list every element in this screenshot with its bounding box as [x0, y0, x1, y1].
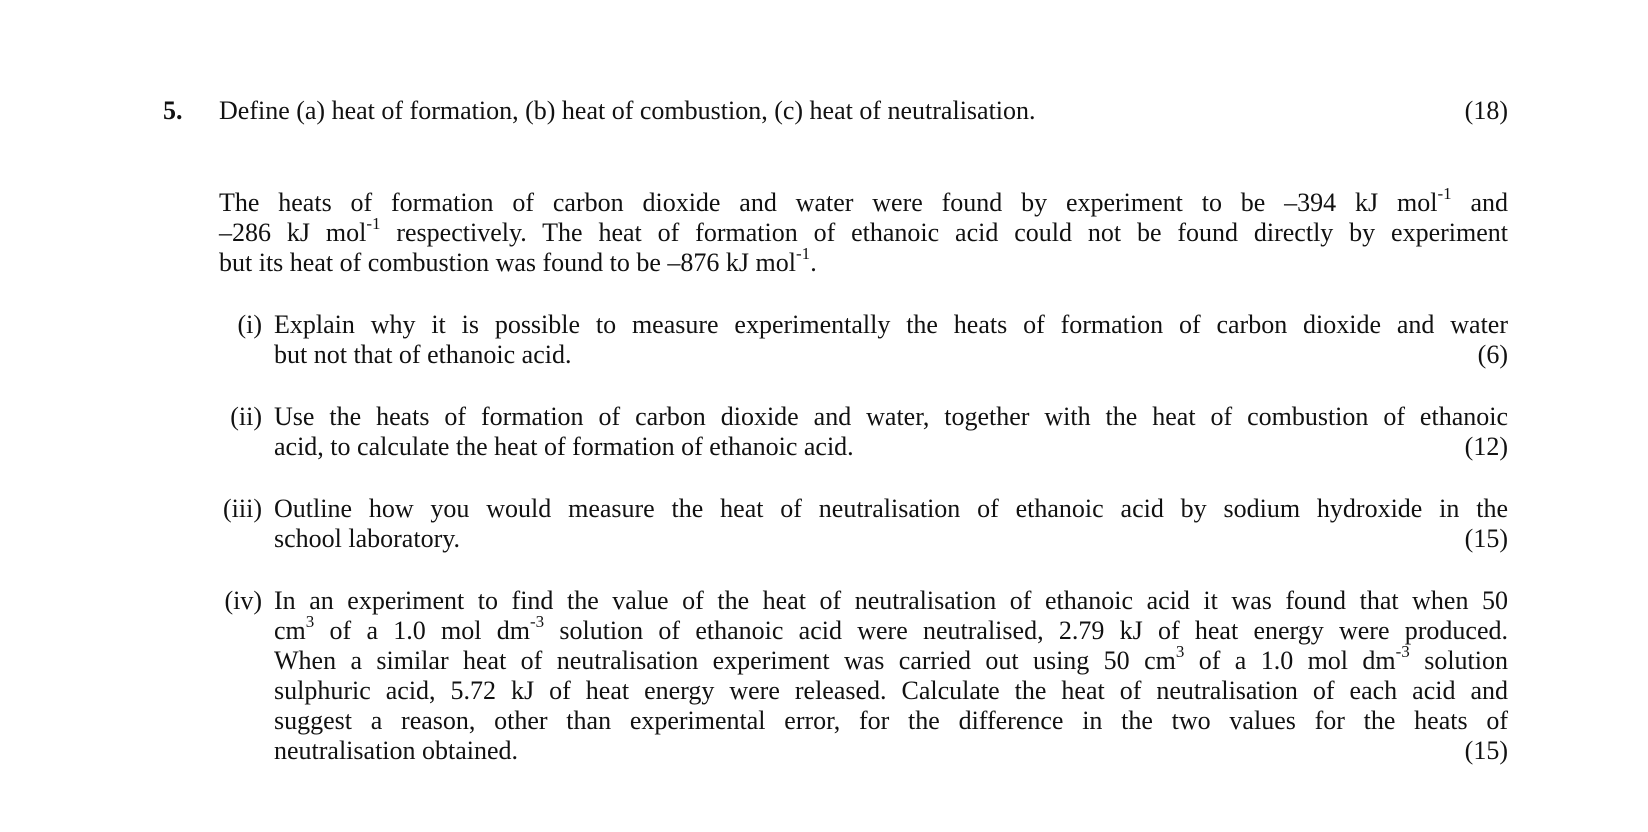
part-iv-line-2-c: solution of ethanoic acid were neutralised, 2.79 kJ of heat energy were produced.: [544, 616, 1508, 645]
part-iv-line-3-b: of a 1.0 mol dm: [1184, 646, 1396, 675]
part-iv-line-3-c: solution: [1409, 646, 1508, 675]
part-iii-line-2: school laboratory.: [274, 524, 461, 553]
intro-line-1-end: and: [1451, 188, 1508, 217]
part-iv-line-3-a: When a similar heat of neutralisation experiment was carried out using 50 cm: [274, 646, 1176, 675]
intro-line-1-text: The heats of formation of carbon dioxide and water were found by experiment to be –394 kJ mol: [219, 188, 1438, 217]
part-iv-marks: (15): [1464, 736, 1508, 765]
part-iv-line-2-sup1: 3: [305, 612, 315, 632]
question-title: Define (a) heat of formation, (b) heat of combustion, (c) heat of neutralisation.: [219, 96, 1036, 125]
part-iii-label: (iii): [223, 494, 262, 523]
intro-line-3-text: but its heat of combustion was found to be –876 kJ mol: [219, 248, 797, 277]
part-i-label: (i): [237, 310, 262, 339]
part-i-marks: (6): [1477, 340, 1508, 369]
part-iii-line-1: Outline how you would measure the heat of neutralisation of ethanoic acid by sodium hydroxide in the: [274, 494, 1508, 523]
part-iv-line-3-sup1: 3: [1175, 642, 1185, 662]
part-ii-line-1: Use the heats of formation of carbon dioxide and water, together with the heat of combustion of ethanoic: [274, 402, 1508, 431]
intro-line-3: [219, 244, 817, 278]
part-iv-line-6: neutralisation obtained.: [274, 736, 519, 765]
part-iv-line-1: In an experiment to find the value of the heat of neutralisation of ethanoic acid it was found that when 50: [274, 586, 1508, 615]
intro-line-2-end: respectively. The heat of formation of ethanoic acid could not be found directly by experiment: [380, 218, 1508, 247]
part-iv-line-2-a: cm: [274, 616, 306, 645]
part-iv-line-2-b: of a 1.0 mol dm: [314, 616, 530, 645]
part-iv-label: (iv): [224, 586, 262, 615]
part-iv-line-2-sup2: -3: [529, 612, 545, 632]
part-iii-marks: (15): [1464, 524, 1508, 553]
intro-line-1-sup: -1: [1437, 184, 1452, 204]
intro-line-3-sup: -1: [796, 244, 811, 264]
intro-line-2: [219, 214, 1508, 248]
question-title-marks: (18): [1464, 96, 1508, 125]
intro-line-2-sup: -1: [366, 214, 381, 234]
part-ii-line-2: acid, to calculate the heat of formation of ethanoic acid.: [274, 432, 854, 461]
intro-line-3-end: .: [810, 248, 817, 277]
part-iv-line-3-sup2: -3: [1395, 642, 1410, 662]
part-ii-marks: (12): [1464, 432, 1508, 461]
intro-line-2-text: –286 kJ mol: [219, 218, 367, 247]
question-number: 5.: [163, 96, 183, 125]
part-iv-line-3: [274, 642, 1508, 676]
part-iv-line-5: suggest a reason, other than experimental error, for the difference in the two values for the heats of: [274, 706, 1508, 735]
part-iv-line-4: sulphuric acid, 5.72 kJ of heat energy were released. Calculate the heat of neutralisation of each acid and: [274, 676, 1508, 705]
part-iv-line-2: [274, 612, 1508, 646]
part-i-line-1: Explain why it is possible to measure experimentally the heats of formation of carbon dioxide and water: [274, 310, 1508, 339]
part-i-line-2: but not that of ethanoic acid.: [274, 340, 572, 369]
intro-line-1: [219, 184, 1508, 218]
part-ii-label: (ii): [230, 402, 262, 431]
